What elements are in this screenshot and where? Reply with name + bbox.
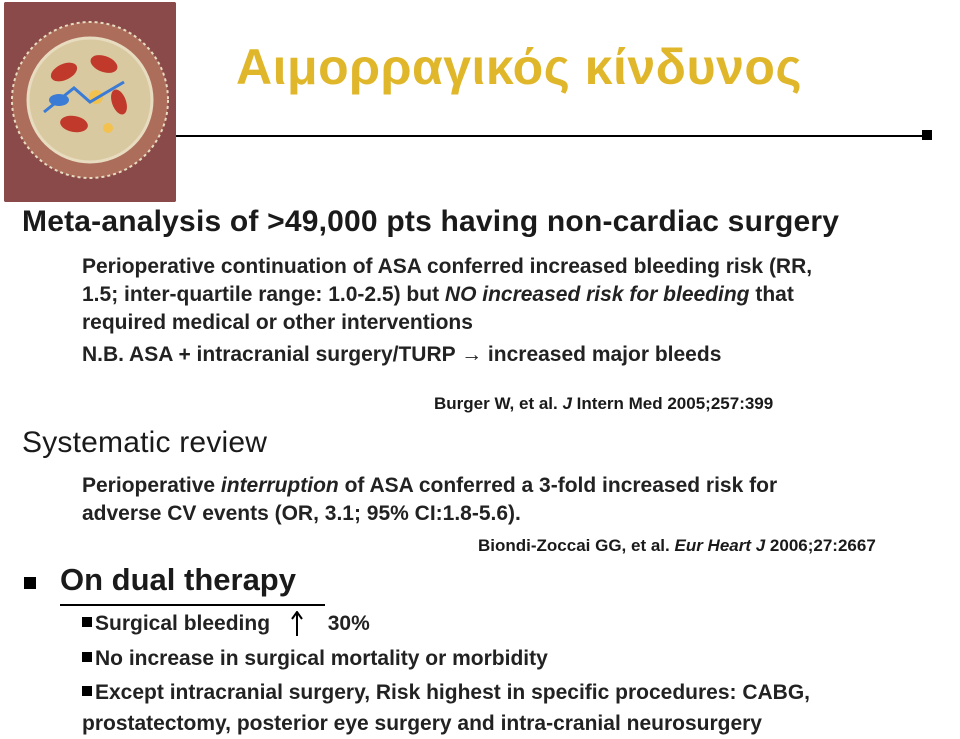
bullet-icon	[24, 577, 36, 589]
item-value: 30%	[327, 612, 370, 635]
finding-text-end: that	[749, 283, 794, 306]
item-text: Except intracranial surgery, Risk highest in specific procedures: CABG,	[95, 681, 810, 704]
dual-item-surgical-bleeding	[82, 610, 370, 638]
review-emphasis: interruption	[220, 474, 339, 497]
finding-text: 1.5; inter-quartile range: 1.0-2.5) but	[82, 283, 445, 306]
review-finding-line-1	[82, 472, 777, 500]
up-arrow-icon	[290, 611, 304, 637]
citation-burger	[434, 394, 773, 414]
citation-details: 2006;27:2667	[765, 536, 876, 555]
meta-analysis-finding-line-2	[82, 281, 794, 309]
nb-text-end: increased major bleeds	[482, 343, 722, 366]
citation-biondi	[478, 536, 876, 556]
dual-item-exceptions-line-1	[82, 679, 810, 707]
nb-note	[82, 341, 721, 369]
right-arrow-icon: →	[461, 343, 483, 366]
bullet-icon	[82, 652, 92, 662]
dual-therapy-heading: On dual therapy	[60, 562, 296, 597]
review-text: Perioperative	[82, 474, 221, 497]
citation-authors: Burger W, et al.	[434, 394, 563, 413]
bullet-icon	[82, 617, 92, 627]
item-label: Surgical bleeding	[95, 612, 271, 635]
item-text: No increase in surgical mortality or morbidity	[95, 647, 548, 670]
citation-journal: Eur Heart J	[674, 536, 766, 555]
citation-details: Intern Med 2005;257:399	[571, 394, 774, 413]
dual-therapy-underline	[60, 604, 325, 606]
dual-item-exceptions-line-2: prostatectomy, posterior eye surgery and intra-cranial neurosurgery	[82, 712, 762, 735]
finding-emphasis: NO increased risk for bleeding	[444, 283, 750, 306]
review-finding-line-2: adverse CV events (OR, 3.1; 95% CI:1.8-5.6).	[82, 502, 521, 525]
meta-analysis-finding-line-3: required medical or other interventions	[82, 311, 473, 334]
citation-authors: Biondi-Zoccai GG, et al.	[478, 536, 675, 555]
page-title: Αιμορραγικός κίνδυνος	[236, 39, 802, 95]
citation-journal: J	[562, 394, 572, 413]
review-text-end: of ASA conferred a 3-fold increased risk for	[338, 474, 778, 497]
institute-logo	[4, 2, 176, 202]
dual-item-no-mortality-increase	[82, 645, 548, 673]
meta-analysis-heading: Meta-analysis of >49,000 pts having non-cardiac surgery	[22, 205, 840, 238]
systematic-review-heading: Systematic review	[22, 426, 268, 459]
nb-text: N.B. ASA + intracranial surgery/TURP	[82, 343, 462, 366]
bullet-icon	[82, 686, 92, 696]
title-divider-end	[922, 130, 932, 140]
institute-emblem-icon	[4, 2, 176, 202]
meta-analysis-finding-line-1: Perioperative continuation of ASA conferred increased bleeding risk (RR,	[82, 255, 813, 278]
title-divider	[176, 135, 929, 137]
